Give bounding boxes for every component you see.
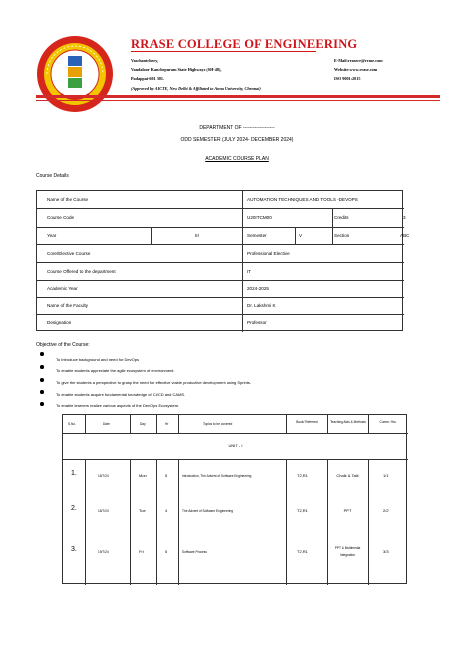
objective-item: To give the students a perspective to grasp the need for effective viable productive development using Sprints. xyxy=(56,380,251,385)
academic-year-value: 2024-2025 xyxy=(247,286,269,291)
row-cumm: 2/2 xyxy=(383,508,389,513)
title-underline xyxy=(131,51,316,52)
credits-label: Credits xyxy=(334,215,349,220)
bullet-icon xyxy=(40,352,44,356)
bullet-icon xyxy=(40,390,44,394)
address-line-3: Padappai-601 301. xyxy=(131,76,165,81)
objective-item: To enable learners realize various aspects of the DevOps Ecosystem. xyxy=(56,403,180,408)
college-name: RRASE COLLEGE OF ENGINEERING xyxy=(131,37,358,51)
bullet-icon xyxy=(40,378,44,382)
course-code-label: Course Code xyxy=(47,215,75,220)
address-line-2: Vandaloor Kanchepuram State Highways (SH-48), xyxy=(131,67,222,72)
bullet-icon xyxy=(40,365,44,369)
course-details-label: Course Details xyxy=(36,173,69,179)
row-hr: 5 xyxy=(165,549,168,554)
college-logo xyxy=(35,34,115,114)
unit-label: UNIT - I xyxy=(228,443,243,448)
row-book: T2,R1 xyxy=(297,473,308,478)
objective-item: To introduce background and need for DevOps xyxy=(56,357,139,362)
semester-label: Semester xyxy=(247,233,267,238)
designation-label: Designation xyxy=(47,320,72,325)
iso-certification: ISO 9001:2015 xyxy=(334,76,361,81)
faculty-label: Name of the Faculty xyxy=(47,303,89,308)
row-topic: Introduction, The Advent of Software Engineering xyxy=(182,474,252,478)
designation-value: Professor xyxy=(247,320,267,325)
schedule-table xyxy=(62,414,407,584)
col-header-cumm: Cumm. Hrs. xyxy=(379,420,397,424)
row-hr: 5 xyxy=(165,473,168,478)
header-rule xyxy=(36,95,440,98)
department-offered-value: IT xyxy=(247,269,252,274)
row-topic: The Advent of Software Engineering xyxy=(182,509,234,513)
row-day: Fri xyxy=(139,549,144,554)
year-label: Year xyxy=(47,233,57,238)
year-value: III xyxy=(195,233,199,238)
semester-line: ODD SEMESTER (JULY 2024- DECEMBER 2024) xyxy=(180,137,294,143)
academic-year-label: Academic Year xyxy=(47,286,78,291)
col-header-hr: Hr xyxy=(165,422,169,426)
department-offered-label: Course Offered to the department xyxy=(47,269,116,274)
row-book: T2,R1 xyxy=(297,508,308,513)
row-hr: 4 xyxy=(165,508,168,513)
col-header-date: Date xyxy=(103,422,110,426)
approval-note: (Approved by AICTE, New Delhi & Affiliated to Anna University, Chennai) xyxy=(131,86,261,91)
section-value: ABC xyxy=(400,233,410,238)
core-elective-label: Core/Elective Course xyxy=(47,251,91,256)
row-topic: Software Process xyxy=(182,550,207,554)
col-header-book: Book/ Referred xyxy=(296,420,318,424)
faculty-value: Dr. Lakshmi K xyxy=(247,303,276,308)
row-day: Tue xyxy=(139,508,146,513)
col-header-topics: Topics to be covered xyxy=(203,422,233,426)
col-header-aids: Teaching Aids & Methods xyxy=(330,420,366,424)
core-elective-value: Professional Elective xyxy=(247,251,290,256)
objective-item: To enable students acquire fundamental knowledge of CI/CD and CAMS. xyxy=(56,392,186,397)
plan-title: ACADEMIC COURSE PLAN xyxy=(205,156,269,162)
row-date: 19/7/24 xyxy=(98,550,109,554)
course-name-label: Name of the Course xyxy=(47,197,89,202)
row-cumm: 1/1 xyxy=(383,473,389,478)
row-date: 15/7/24 xyxy=(98,474,109,478)
row-day: Mon xyxy=(139,473,147,478)
bullet-icon xyxy=(40,402,44,406)
row-aids: Chalk & Talk xyxy=(336,473,359,478)
website: Website:www.rrase.com xyxy=(334,67,378,72)
department-line: DEPARTMENT OF ------------------- xyxy=(199,125,275,131)
row-aids: PPT xyxy=(343,508,352,513)
email: E-Mail:rrasece@rrase.com xyxy=(334,58,383,63)
course-details-table xyxy=(36,190,410,331)
header-rule-thin xyxy=(36,100,440,101)
credits-value: 3 xyxy=(403,215,406,220)
col-header-sno: S.No. xyxy=(68,422,76,426)
row-sno: 2. xyxy=(71,505,77,512)
section-label: Section xyxy=(334,233,350,238)
semester-value: V xyxy=(299,233,303,238)
row-date: 16/7/24 xyxy=(98,509,109,513)
row-cumm: 3/3 xyxy=(383,549,389,554)
objectives-heading: Objective of the Course: xyxy=(36,342,90,348)
row-book: T2,R1 xyxy=(297,549,308,554)
course-code-value: U20ITCM00 xyxy=(247,215,272,220)
objective-item: To enable students appreciate the agile ecosystem of environment. xyxy=(56,368,175,373)
col-header-day: Day xyxy=(140,422,146,426)
course-name-value: AUTOMATION TECHNIQUES AND TOOLS -DEVOPS xyxy=(247,197,358,202)
row-sno: 1. xyxy=(71,470,77,477)
address-line-1: Vaschantchery, xyxy=(131,58,159,63)
row-aids: PPT & Multimedia Integration xyxy=(334,546,361,557)
row-sno: 3. xyxy=(71,546,77,553)
